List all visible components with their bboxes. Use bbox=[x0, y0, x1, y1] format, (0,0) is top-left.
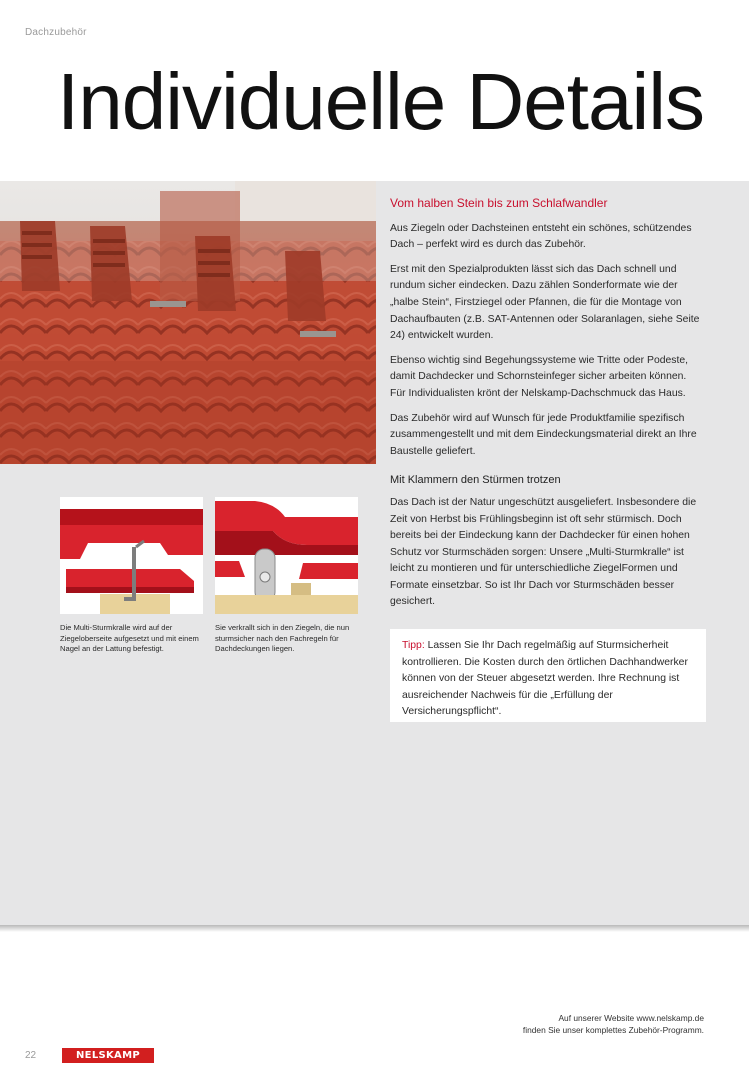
website-note-line: finden Sie unser komplettes Zubehör-Programm. bbox=[522, 1025, 704, 1035]
article-paragraph: Das Zubehör wird auf Wunsch für jede Produktfamilie spezifisch zusammengestellt und mit dem Eindeckungsmaterial direkt an Ihre Baustelle geliefert. bbox=[390, 412, 697, 457]
storm-clip-diagram-right bbox=[215, 497, 358, 614]
panel-shadow bbox=[0, 925, 749, 932]
page-title: Individuelle Details bbox=[57, 57, 705, 146]
diagram-caption-left: Die Multi-Sturmkralle wird auf der Ziegeloberseite aufgesetzt und mit einem Nagel an der Lattung befestigt. bbox=[60, 623, 199, 653]
tip-box bbox=[390, 629, 706, 722]
article-paragraph: Erst mit den Spezialprodukten lässt sich das Dach schnell und rundum sicher eindecken. Dazu zählen Sonderformate wie der „halbe Stein“, Firstziegel oder Pfannen, die für die Montage von Dachaufbauten (z.B. SAT-Antennen oder Solaranlagen, siehe Seite 24) entwickelt wurden. bbox=[390, 263, 700, 342]
tip-text: Lassen Sie Ihr Dach regelmäßig auf Sturmsicherheit kontrollieren. Die Kosten durch den örtlichen Dachhandwerker können von der Steuer abgesetzt werden. Ihre Rechnung ist ausreichender Nachweis für die „Erfüllung der Versicherungspflicht“. bbox=[402, 640, 688, 718]
article-paragraph: Aus Ziegeln oder Dachsteinen entsteht ein schönes, schützendes Dach – perfekt wird es durch das Zubehör. bbox=[390, 222, 692, 251]
storm-clip-diagram-left bbox=[60, 497, 203, 614]
article-text-column bbox=[390, 195, 700, 619]
article-heading: Vom halben Stein bis zum Schlafwandler bbox=[390, 196, 608, 210]
storm-subheading: Mit Klammern den Stürmen trotzen bbox=[390, 474, 561, 487]
article-paragraph: Ebenso wichtig sind Begehungssysteme wie Tritte oder Podeste, damit Dachdecker und Schornsteinfeger sicher arbeiten können. Für Individualisten krönt der Nelskamp-Dachschmuck das Haus. bbox=[390, 354, 689, 399]
roof-tiles-photo bbox=[0, 181, 376, 464]
diagram-caption-right: Sie verkrallt sich in den Ziegeln, die nun sturmsicher nach den Fachregeln für Dachdeckungen liegen. bbox=[215, 623, 350, 653]
website-note bbox=[444, 1012, 704, 1036]
nelskamp-logo: NELSKAMP bbox=[62, 1048, 154, 1063]
section-label: Dachzubehör bbox=[25, 27, 87, 38]
website-note-line: Auf unserer Website www.nelskamp.de bbox=[558, 1013, 704, 1023]
storm-paragraph: Das Dach ist der Natur ungeschützt ausgeliefert. Insbesondere die Zeit von Herbst bis Frühlingsbeginn ist oft sehr stürmisch. Doch bereits bei der Eindeckung kann der Dachdecker für einen hohen Schutz vor Sturmschäden sorgen: Unsere „Multi-Sturmkralle“ ist leicht zu montieren und für unterschiedliche ZiegelFormen und Formate einsetzbar. So ist Ihr Dach vor Sturmschäden besser gesichert. bbox=[390, 496, 697, 608]
tip-label: Tipp: bbox=[402, 640, 425, 651]
page-number: 22 bbox=[25, 1050, 37, 1061]
